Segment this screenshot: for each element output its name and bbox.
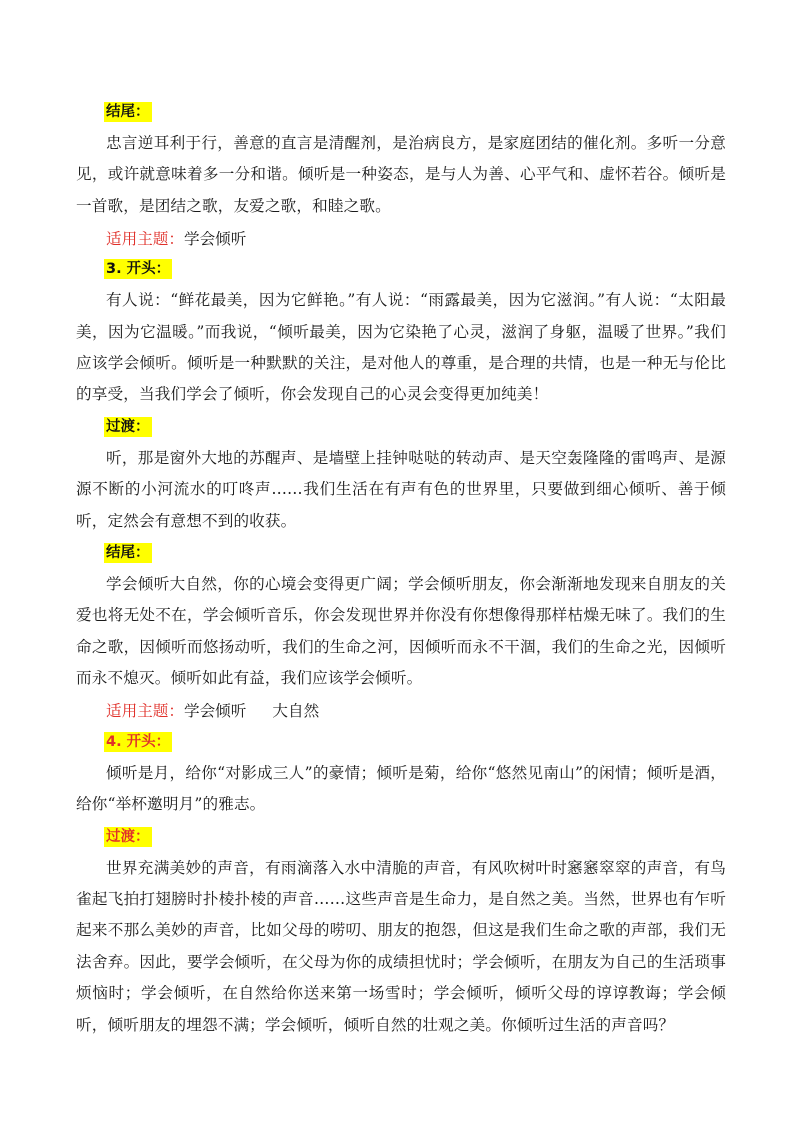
- section-label: [76, 96, 726, 128]
- section-label: [76, 821, 726, 853]
- section-label: [76, 537, 726, 569]
- section-label: [76, 411, 726, 443]
- label-ending: 结尾：: [106, 104, 150, 120]
- paragraph-opening-3: 有人说：“鲜花最美，因为它鲜艳。”有人说：“雨露最美，因为它滋润。”有人说：“太阳最美，因为它温暖。”而我说，“倾听最美，因为它染艳了心灵，滋润了身躯，温暖了世界。”我们应该学会倾听。倾听是一种默默的关注，是对他人的尊重，是合理的共情，也是一种无与伦比的享受，当我们学会了倾听，你会发现自己的心灵会变得更加纯美！: [76, 291, 726, 404]
- theme-extra: 大自然: [272, 702, 320, 721]
- paragraph-opening-4: 倾听是月，给你“对影成三人”的豪情；倾听是菊，给你“悠然见南山”的闲情；倾听是酒，给你“举杯邀明月”的雅志。: [76, 763, 726, 814]
- paragraph-transition: 听，那是窗外大地的苏醒声、是墙壁上挂钟哒哒的转动声、是天空轰隆隆的雷鸣声、是源源不断的小河流水的叮咚声……我们生活在有声有色的世界里，只要做到细心倾听、善于倾听，定然会有意想不到的收获。: [76, 448, 726, 530]
- label-ending-2: 结尾：: [106, 545, 150, 562]
- label-transition-2: 过渡：: [106, 828, 150, 845]
- theme-value: 学会倾听: [183, 702, 247, 721]
- label-opening-4: 4. 开头：: [106, 733, 171, 750]
- theme-line: [76, 222, 726, 253]
- theme-value: 学会倾听: [183, 229, 247, 248]
- theme-key: 适用主题：: [106, 702, 184, 721]
- section-label: [76, 726, 726, 758]
- label-opening-3: 3. 开头：: [106, 261, 171, 278]
- theme-key: 适用主题：: [106, 229, 184, 248]
- label-transition: 过渡：: [106, 418, 150, 435]
- paragraph-transition-2: 世界充满美妙的声音，有雨滴落入水中清脆的声音，有风吹树叶时窸窸窣窣的声音，有鸟雀起飞拍打翅膀时扑棱扑棱的声音……这些声音是生命力，是自然之美。当然，世界也有乍听起来不那么美妙的声音，比如父母的唠叨、朋友的抱怨，但这是我们生命之歌的声部，我们无法舍弃。因此，要学会倾听，在父母为你的成绩担忧时；学会倾听，在朋友为自己的生活琐事烦恼时；学会倾听，在自然给你送来第一场雪时；学会倾听，倾听父母的谆谆教诲；学会倾听，倾听朋友的埋怨不满；学会倾听，倾听自然的壮观之美。你倾听过生活的声音吗？: [76, 858, 726, 1034]
- paragraph-ending: 忠言逆耳利于行，善意的直言是清醒剂，是治病良方，是家庭团结的催化剂。多听一分意见，或许就意味着多一分和谐。倾听是一种姿态，是与人为善、心平气和、虚怀若谷。倾听是一首歌，是团结之歌，友爱之歌，和睦之歌。: [76, 134, 726, 215]
- section-label: [76, 253, 726, 285]
- paragraph-ending-2: 学会倾听大自然，你的心境会变得更广阔；学会倾听朋友，你会渐渐地发现来自朋友的关爱也将无处不在，学会倾听音乐，你会发现世界并你没有你想像得那样枯燥无味了。我们的生命之歌，因倾听而悠扬动听，我们的生命之河，因倾听而永不干涸，我们的生命之光，因倾听而永不熄灭。倾听如此有益，我们应该学会倾听。: [76, 575, 726, 688]
- theme-line: [76, 695, 726, 726]
- document-content: [76, 96, 726, 1041]
